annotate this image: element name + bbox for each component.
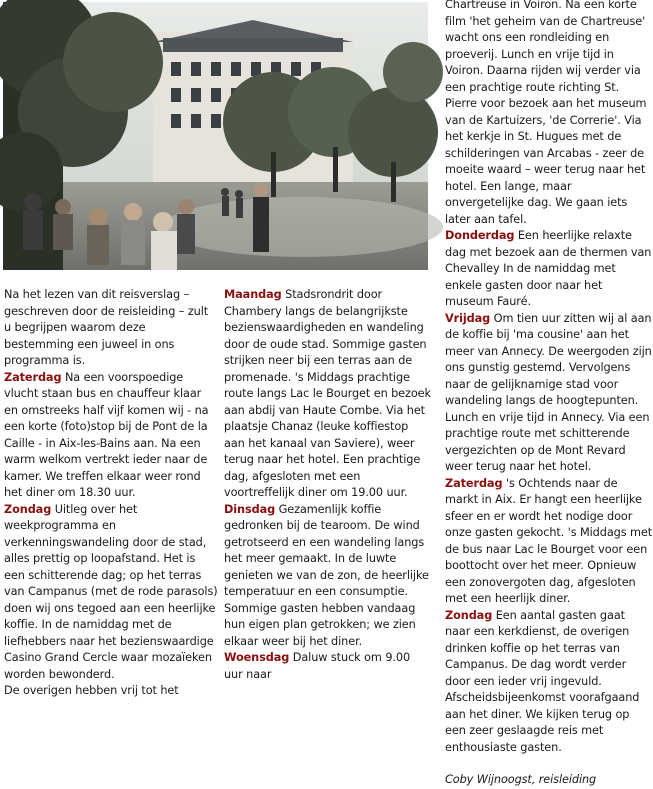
entry-text: Om tien uur zitten wij al aan de koffie bij 'ma cousine' aan het meer van Annecy. De weergoden zijn ons gunstig gestemd. Vervolgens naar de gelijknamige stad voor wandeling langs de hoogtepunten. Lunch en vrije tijd in Annecy. Via een prachtige route met schitterende vergezichten op de Mont Revard weer terug naar het hotel. — [445, 311, 652, 473]
entry-text: Na een voorspoedige vlucht staan bus en chauffeur klaar en omstreeks half vijf komen wij - na een korte (foto)stop bij de Pont de la Caille - in Aix-les-Bains aan. Na een warm welkom vertrekt ieder naar de kamer. We treffen elkaar weer rond het diner om 18.30 uur. — [4, 370, 209, 499]
entry-zondag-2 — [445, 608, 653, 757]
entry-woensdag — [224, 650, 431, 683]
text-column-2 — [224, 287, 431, 681]
day-heading: Dinsdag — [224, 502, 276, 516]
text-column-1 — [4, 287, 218, 697]
day-heading: Woensdag — [224, 651, 290, 664]
entry-text: Gezamenlijk koffie gedronken bij de tearoom. De wind getrotseerd en een wandeling langs het meer gemaakt. In de luwte genieten we van de zon, de heerlijke temperatuur en een consumptie. Sommige gasten hebben vandaag hun eigen plan getrokken; we zien elkaar weer bij het diner. — [224, 502, 429, 648]
article-photo — [3, 2, 428, 270]
entry-dinsdag — [224, 502, 431, 651]
entry-vrijdag — [445, 311, 653, 476]
day-heading: Zondag — [4, 502, 52, 516]
entry-zaterdag-1 — [4, 370, 218, 502]
entry-text: Een aantal gasten gaat naar een kerkdienst, de overigen drinken koffie op het terras van Campanus. De dag wordt verder door een ieder vrij ingevuld. Afscheidsbijeenkomst voorafgaand aan het diner. We kijken terug op een zeer geslaagde reis met enthousiaste gasten. — [445, 608, 640, 754]
entry-text: Stadsrondrit door Chambery langs de belangrijkste bezienswaardigheden en wandeling door de oude stad. Sommige gasten strijken neer bij een terras aan de promenade. 's Middags prachtige route langs Lac le Bourget en bezoek aan abdij van Haute Combe. Via het plaatsje Chanaz (leuke koffiestop aan het kanaal van Saviere), weer terug naar het hotel. Een prachtige dag, afgesloten met een voortreffelijk diner om 19.00 uur. — [224, 288, 431, 499]
day-heading: Vrijdag — [445, 311, 491, 325]
continued-paragraph: Chartreuse in Voiron. Na een korte film 'het geheim van de Chartreuse' wacht ons een rondleiding en proeverij. Lunch en vrije tijd in Voiron. Daarna rijden wij verder via een prachtige route richting St. Pierre voor bezoek aan het museum van de Kartuizers, 'de Correrie'. Via het kerkje in St. Hugues met de schilderingen van Arcabas - zeer de moeite waard – weer terug naar het hotel. Een lange, maar onvergetelijke dag. We gaan iets later aan tafel. — [445, 0, 647, 226]
cutoff-line: De overigen hebben vrij tot het — [4, 684, 179, 697]
entry-zondag-1 — [4, 502, 218, 684]
day-heading: Zaterdag — [4, 370, 62, 384]
entry-text: 's Ochtends naar de markt in Aix. Er hangt een heerlijke sfeer en er wordt het nodige door onze gasten gekocht. 's Middags met de bus naar Lac le Bourget voor een boottocht over het meer. Opnieuw een zonovergoten dag, afgesloten met een heerlijk diner. — [445, 476, 653, 605]
entry-text: Daluw stuck om 9.00 uur naar — [224, 651, 411, 681]
plaza-with-hotel-and-trees-photo — [3, 2, 428, 270]
entry-zaterdag-2 — [445, 476, 653, 608]
day-heading: Zondag — [445, 608, 493, 622]
intro-paragraph: Na het lezen van dit reisverslag – geschreven door de reisleiding – zult u begrijpen waarom deze bestemming een juweel in ons programma is. — [4, 288, 209, 367]
signature: Coby Wijnoogst, reisleiding — [445, 773, 597, 786]
text-column-3 — [445, 0, 653, 786]
day-heading: Donderdag — [445, 229, 515, 242]
day-heading: Zaterdag — [445, 476, 503, 490]
entry-donderdag — [445, 228, 653, 311]
entry-text: Een heerlijke relaxte dag met bezoek aan de thermen van Chevalley In de namiddag met enkele gasten door naar het museum Fauré. — [445, 229, 652, 308]
entry-maandag — [224, 287, 431, 502]
day-heading: Maandag — [224, 288, 282, 301]
entry-text: Uitleg over het weekprogramma en verkenningswandeling door de stad, alles prettig op loopafstand. Het is een schitterende dag; op het terras van Campanus (met de rode parasols) doen wij ons tegoed aan een heerlijke koffie. In de namiddag met de liefhebbers naar het bezienswaardige Casino Grand Cercle waar mozaïeken worden bewonderd. — [4, 502, 218, 681]
